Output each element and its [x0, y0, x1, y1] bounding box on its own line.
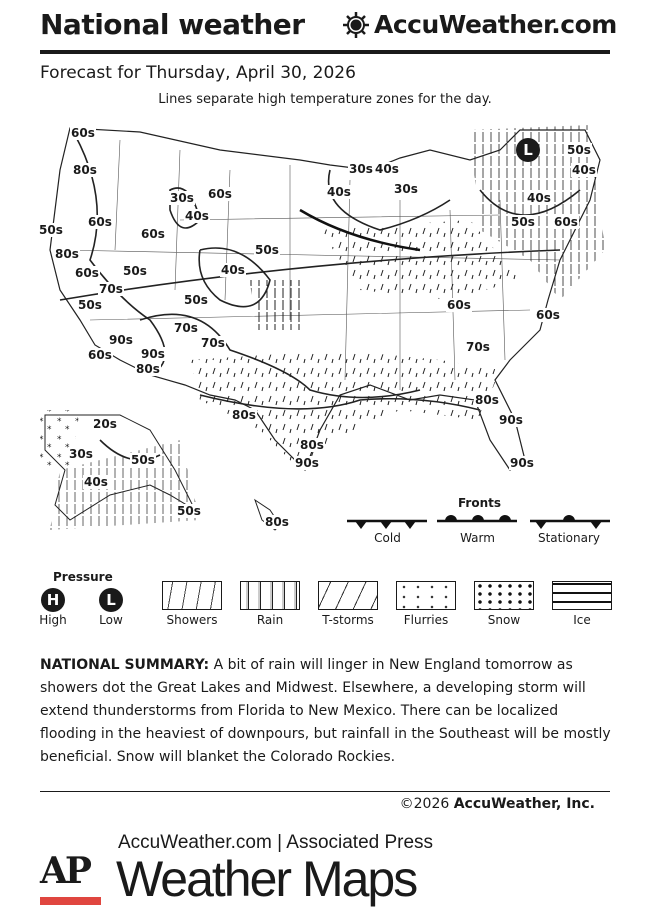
- temperature-label: 70s: [466, 340, 490, 354]
- brand-name: AccuWeather.com: [374, 10, 617, 39]
- ap-logo: AP: [40, 850, 90, 892]
- temperature-label: 60s: [88, 215, 112, 229]
- accuweather-brand: [342, 10, 617, 39]
- page-title: National weather: [40, 8, 305, 41]
- temperature-label: 60s: [75, 266, 99, 280]
- legend-tstorms-swatch: [318, 581, 378, 610]
- header-rule: [40, 50, 610, 54]
- temperature-label: 60s: [536, 308, 560, 322]
- temperature-label: 40s: [185, 209, 209, 223]
- snow-area-alaska: [40, 410, 80, 470]
- forecast-date: Forecast for Thursday, April 30, 2026: [40, 63, 356, 83]
- temperature-label: 90s: [295, 456, 319, 470]
- legend-low-label: Low: [99, 613, 123, 627]
- temperature-label: 50s: [131, 453, 155, 467]
- legend-rain-label: Rain: [256, 613, 284, 627]
- temperature-label: 80s: [73, 163, 97, 177]
- pressure-title: Pressure: [53, 570, 113, 584]
- sun-icon: [342, 11, 370, 39]
- low-pressure-icon: L: [99, 588, 123, 612]
- copyright-year: ©2026: [399, 796, 454, 812]
- temperature-label: 60s: [208, 187, 232, 201]
- temperature-label: 70s: [99, 282, 123, 296]
- high-pressure-icon: H: [41, 588, 65, 612]
- temperature-label: 60s: [88, 348, 112, 362]
- legend-snow-swatch: [474, 581, 534, 610]
- summary-heading: NATIONAL SUMMARY:: [40, 657, 210, 673]
- temperature-label: 50s: [567, 143, 591, 157]
- temperature-label: 40s: [327, 185, 351, 199]
- legend-stationary-label: Stationary: [537, 531, 601, 545]
- temperature-label: 20s: [93, 417, 117, 431]
- temperature-label: 40s: [375, 162, 399, 176]
- temperature-label: 80s: [136, 362, 160, 376]
- temperature-label: 30s: [170, 191, 194, 205]
- national-summary: [40, 654, 615, 769]
- legend-cold-front-symbol: [347, 521, 427, 529]
- temperature-label: 40s: [527, 191, 551, 205]
- temperature-label: 70s: [201, 336, 225, 350]
- legend-showers-label: Showers: [166, 613, 218, 627]
- ap-logo-bar: [40, 897, 101, 905]
- temperature-label: 80s: [55, 247, 79, 261]
- legend-flurries-swatch: [396, 581, 456, 610]
- legend-ice-swatch: [552, 581, 612, 610]
- summary-text: A bit of rain will linger in New England tomorrow as showers dot the Great Lakes and Midwest. Elsewhere, a developing storm will extend thunderstorms from Florida to New Mexico. There can be localized flooding in the heaviest of downpours, but rainfall in the Southeast will be mostly beneficial. Snow will blanket the Colorado Rockies.: [40, 657, 611, 765]
- temperature-label: 50s: [177, 504, 201, 518]
- temperature-label: 50s: [255, 243, 279, 257]
- temperature-label: 60s: [71, 126, 95, 140]
- temperature-label: 90s: [141, 347, 165, 361]
- temperature-label: 90s: [109, 333, 133, 347]
- temperature-label: 30s: [394, 182, 418, 196]
- legend-snow-label: Snow: [487, 613, 521, 627]
- temperature-label: 70s: [174, 321, 198, 335]
- temperature-label: 50s: [123, 264, 147, 278]
- legend-tstorms-label: T-storms: [322, 613, 374, 627]
- legend-rain-swatch: [240, 581, 300, 610]
- temperature-label: 80s: [300, 438, 324, 452]
- footer-rule: [40, 791, 610, 792]
- partners-line: AccuWeather.com | Associated Press: [118, 832, 434, 853]
- temperature-label: 90s: [499, 413, 523, 427]
- temperature-label: 80s: [475, 393, 499, 407]
- temperature-label: 60s: [447, 298, 471, 312]
- low-pressure-marker: L: [516, 138, 540, 162]
- legend-ice-label: Ice: [573, 613, 591, 627]
- legend-flurries-label: Flurries: [403, 613, 449, 627]
- temperature-label: 60s: [554, 215, 578, 229]
- legend-warm-front-symbol: [437, 515, 517, 521]
- temperature-label: 50s: [511, 215, 535, 229]
- temperature-label: 50s: [78, 298, 102, 312]
- temperature-label: 30s: [349, 162, 373, 176]
- temperature-label: 40s: [572, 163, 596, 177]
- temperature-label: 50s: [184, 293, 208, 307]
- temperature-label: 40s: [221, 263, 245, 277]
- temperature-label: 30s: [69, 447, 93, 461]
- map-subtitle: Lines separate high temperature zones for the day.: [158, 92, 492, 107]
- copyright: [400, 796, 595, 812]
- legend-cold-label: Cold: [374, 531, 401, 545]
- temperature-label: 80s: [265, 515, 289, 529]
- legend-high-label: High: [39, 613, 67, 627]
- rain-area-rockies: [250, 280, 300, 330]
- legend-stationary-front-symbol: [530, 515, 610, 529]
- temperature-label: 60s: [141, 227, 165, 241]
- copyright-company: AccuWeather, Inc.: [453, 796, 595, 812]
- fronts-title: Fronts: [458, 496, 502, 510]
- legend-warm-label: Warm: [460, 531, 495, 545]
- product-name: Weather Maps: [116, 851, 417, 907]
- temperature-label: 40s: [84, 475, 108, 489]
- temperature-label: 50s: [39, 223, 63, 237]
- temperature-label: 90s: [510, 456, 534, 470]
- temperature-label: 80s: [232, 408, 256, 422]
- legend-showers-swatch: [162, 581, 222, 610]
